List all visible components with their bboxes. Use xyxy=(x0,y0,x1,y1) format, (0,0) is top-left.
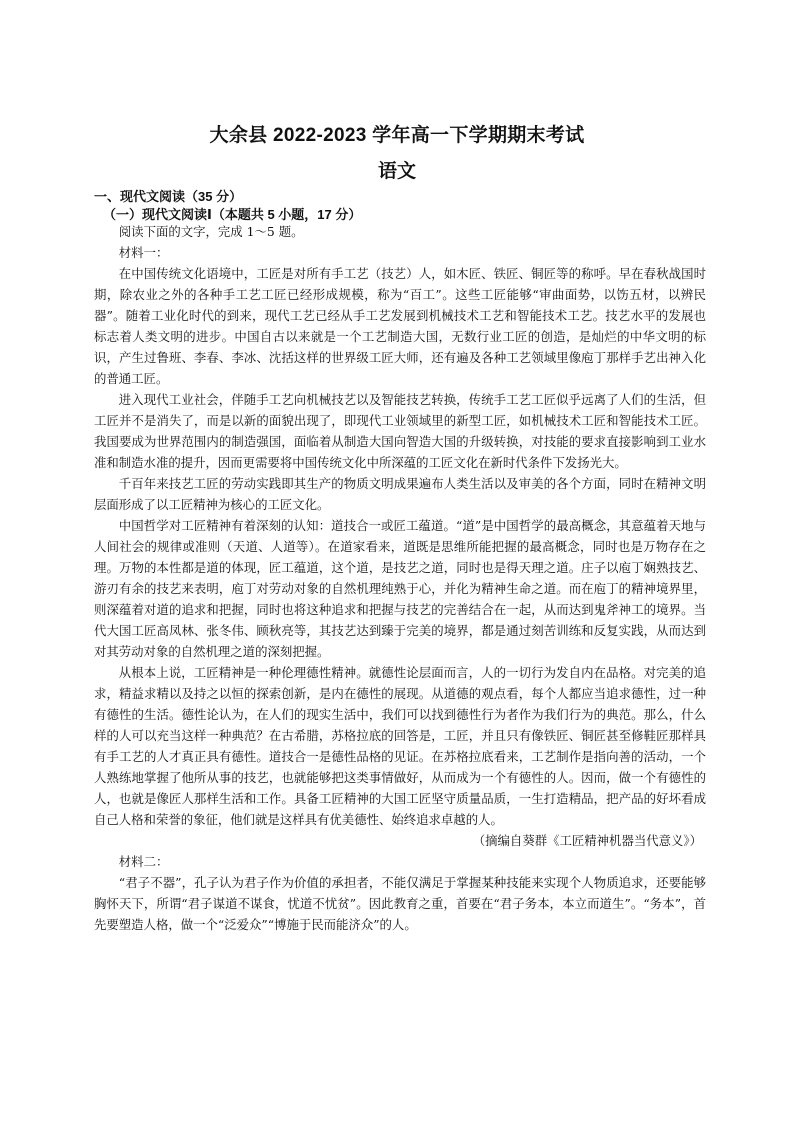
reading-passage xyxy=(94,221,706,935)
subsection-heading: （一）现代文阅读Ⅰ（本题共 5 小题，17 分） xyxy=(103,207,362,222)
section-heading: 一、现代文阅读（35 分） xyxy=(94,189,243,204)
material-label: 材料二： xyxy=(118,854,169,869)
exam-title: 大余县 2022-2023 学年高一下学期期末考试 xyxy=(209,125,585,146)
material-label: 材料一： xyxy=(118,245,169,260)
paragraph: “君子不器”，孔子认为君子作为价值的承担者，不能仅满足于掌握某种技能来实现个人物质追求，还要能够胸怀天下，所谓“君子谋道不谋食，忧道不忧贫”。因此教育之重，首要在“君子务本，本立而道生”。“务本”，首先要塑造人格，做一个“泛爱众”“博施于民而能济众”的人。 xyxy=(94,875,706,932)
instruction: 阅读下面的文字，完成 1～5 题。 xyxy=(118,224,304,239)
paragraph: 进入现代工业社会，伴随手工艺向机械技艺以及智能技艺转换，传统手工艺工匠似乎远离了人们的生活，但工匠并不是消失了，而是以新的面貌出现了，即现代工业领域里的新型工匠，如机械技术工匠和智能技术工匠。我国要成为世界范围内的制造强国，面临着从制造大国向智造大国的升级转换，对技能的要求直接影响到工业水准和制造水准的提升，因而更需要将中国传统文化中所深蕴的工匠文化在新时代条件下发扬光大。 xyxy=(94,392,706,470)
paragraph: 在中国传统文化语境中，工匠是对所有手工艺（技艺）人，如木匠、铁匠、铜匠等的称呼。早在春秋战国时期，除农业之外的各种手工艺工匠已经形成规模，称为“百工”。这些工匠能够“审曲面势，以饬五材，以辨民器”。随着工业化时代的到来，现代工艺已经从手工艺发展到机械技术工艺和智能技术工艺。技艺水平的发展也标志着人类文明的进步。中国自古以来就是一个工艺制造大国，无数行业工匠的创造，是灿烂的中华文明的标识，产生过鲁班、李春、李冰、沈括这样的世界级工匠大师，还有遍及各种工艺领域里像庖丁那样手艺出神入化的普通工匠。 xyxy=(94,266,706,386)
paragraph: 从根本上说，工匠精神是一种伦理德性精神。就德性论层面而言，人的一切行为发自内在品格。对完美的追求，精益求精以及持之以恒的探索创新，是内在德性的展现。从道德的观点看，每个人都应当追求德性，过一种有德性的生活。德性论认为，在人们的现实生活中，我们可以找到德性行为者作为我们行为的典范。那么，什么样的人可以充当这样一种典范？在古希腊，苏格拉底的回答是，工匠，并且只有像铁匠、铜匠甚至修鞋匠那样具有手工艺的人才真正具有德性。道技合一是德性品格的见证。在苏格拉底看来，工艺制作是指向善的活动，一个人熟练地掌握了他所从事的技艺，也就能够把这类事情做好，从而成为一个有德性的人。因而，做一个有德性的人，也就是像匠人那样生活和工作。具备工匠精神的大国工匠坚守质量品质，一生打造精品，把产品的好坏看成自己人格和荣誉的象征，他们就是这样具有优美德性、始终追求卓越的人。 xyxy=(94,665,706,827)
paragraph: 千百年来技艺工匠的劳动实践即其生产的物质文明成果遍布人类生活以及审美的各个方面，同时在精神文明层面形成了以工匠精神为核心的工匠文化。 xyxy=(94,476,706,512)
paragraph: 中国哲学对工匠精神有着深刻的认知：道技合一或匠工蕴道。“道”是中国哲学的最高概念，其意蕴着天地与人间社会的规律或准则（天道、人道等）。在道家看来，道既是思维所能把握的最高概念，同时也是万物存在之理。万物的本性都是道的体现，匠工蕴道，这个道，是技艺之道，同时也是得天理之道。庄子以庖丁娴熟技艺、游刃有余的技艺来表明，庖丁对劳动对象的自然机理纯熟于心，并化为精神生命之道。而在庖丁的精神境界里，则深蕴着对道的追求和把握，同时也将这种追求和把握与技艺的完善结合在一起，从而达到鬼斧神工的境界。当代大国工匠高凤林、张冬伟、顾秋亮等，其技艺达到臻于完美的境界，都是通过刻苦训练和反复实践，从而达到对其劳动对象的自然机理之道的深刻把握。 xyxy=(94,518,706,659)
source-citation: （摘编自葵群《工匠精神机器当代意义》） xyxy=(472,833,702,848)
subject-title: 语文 xyxy=(377,161,416,182)
